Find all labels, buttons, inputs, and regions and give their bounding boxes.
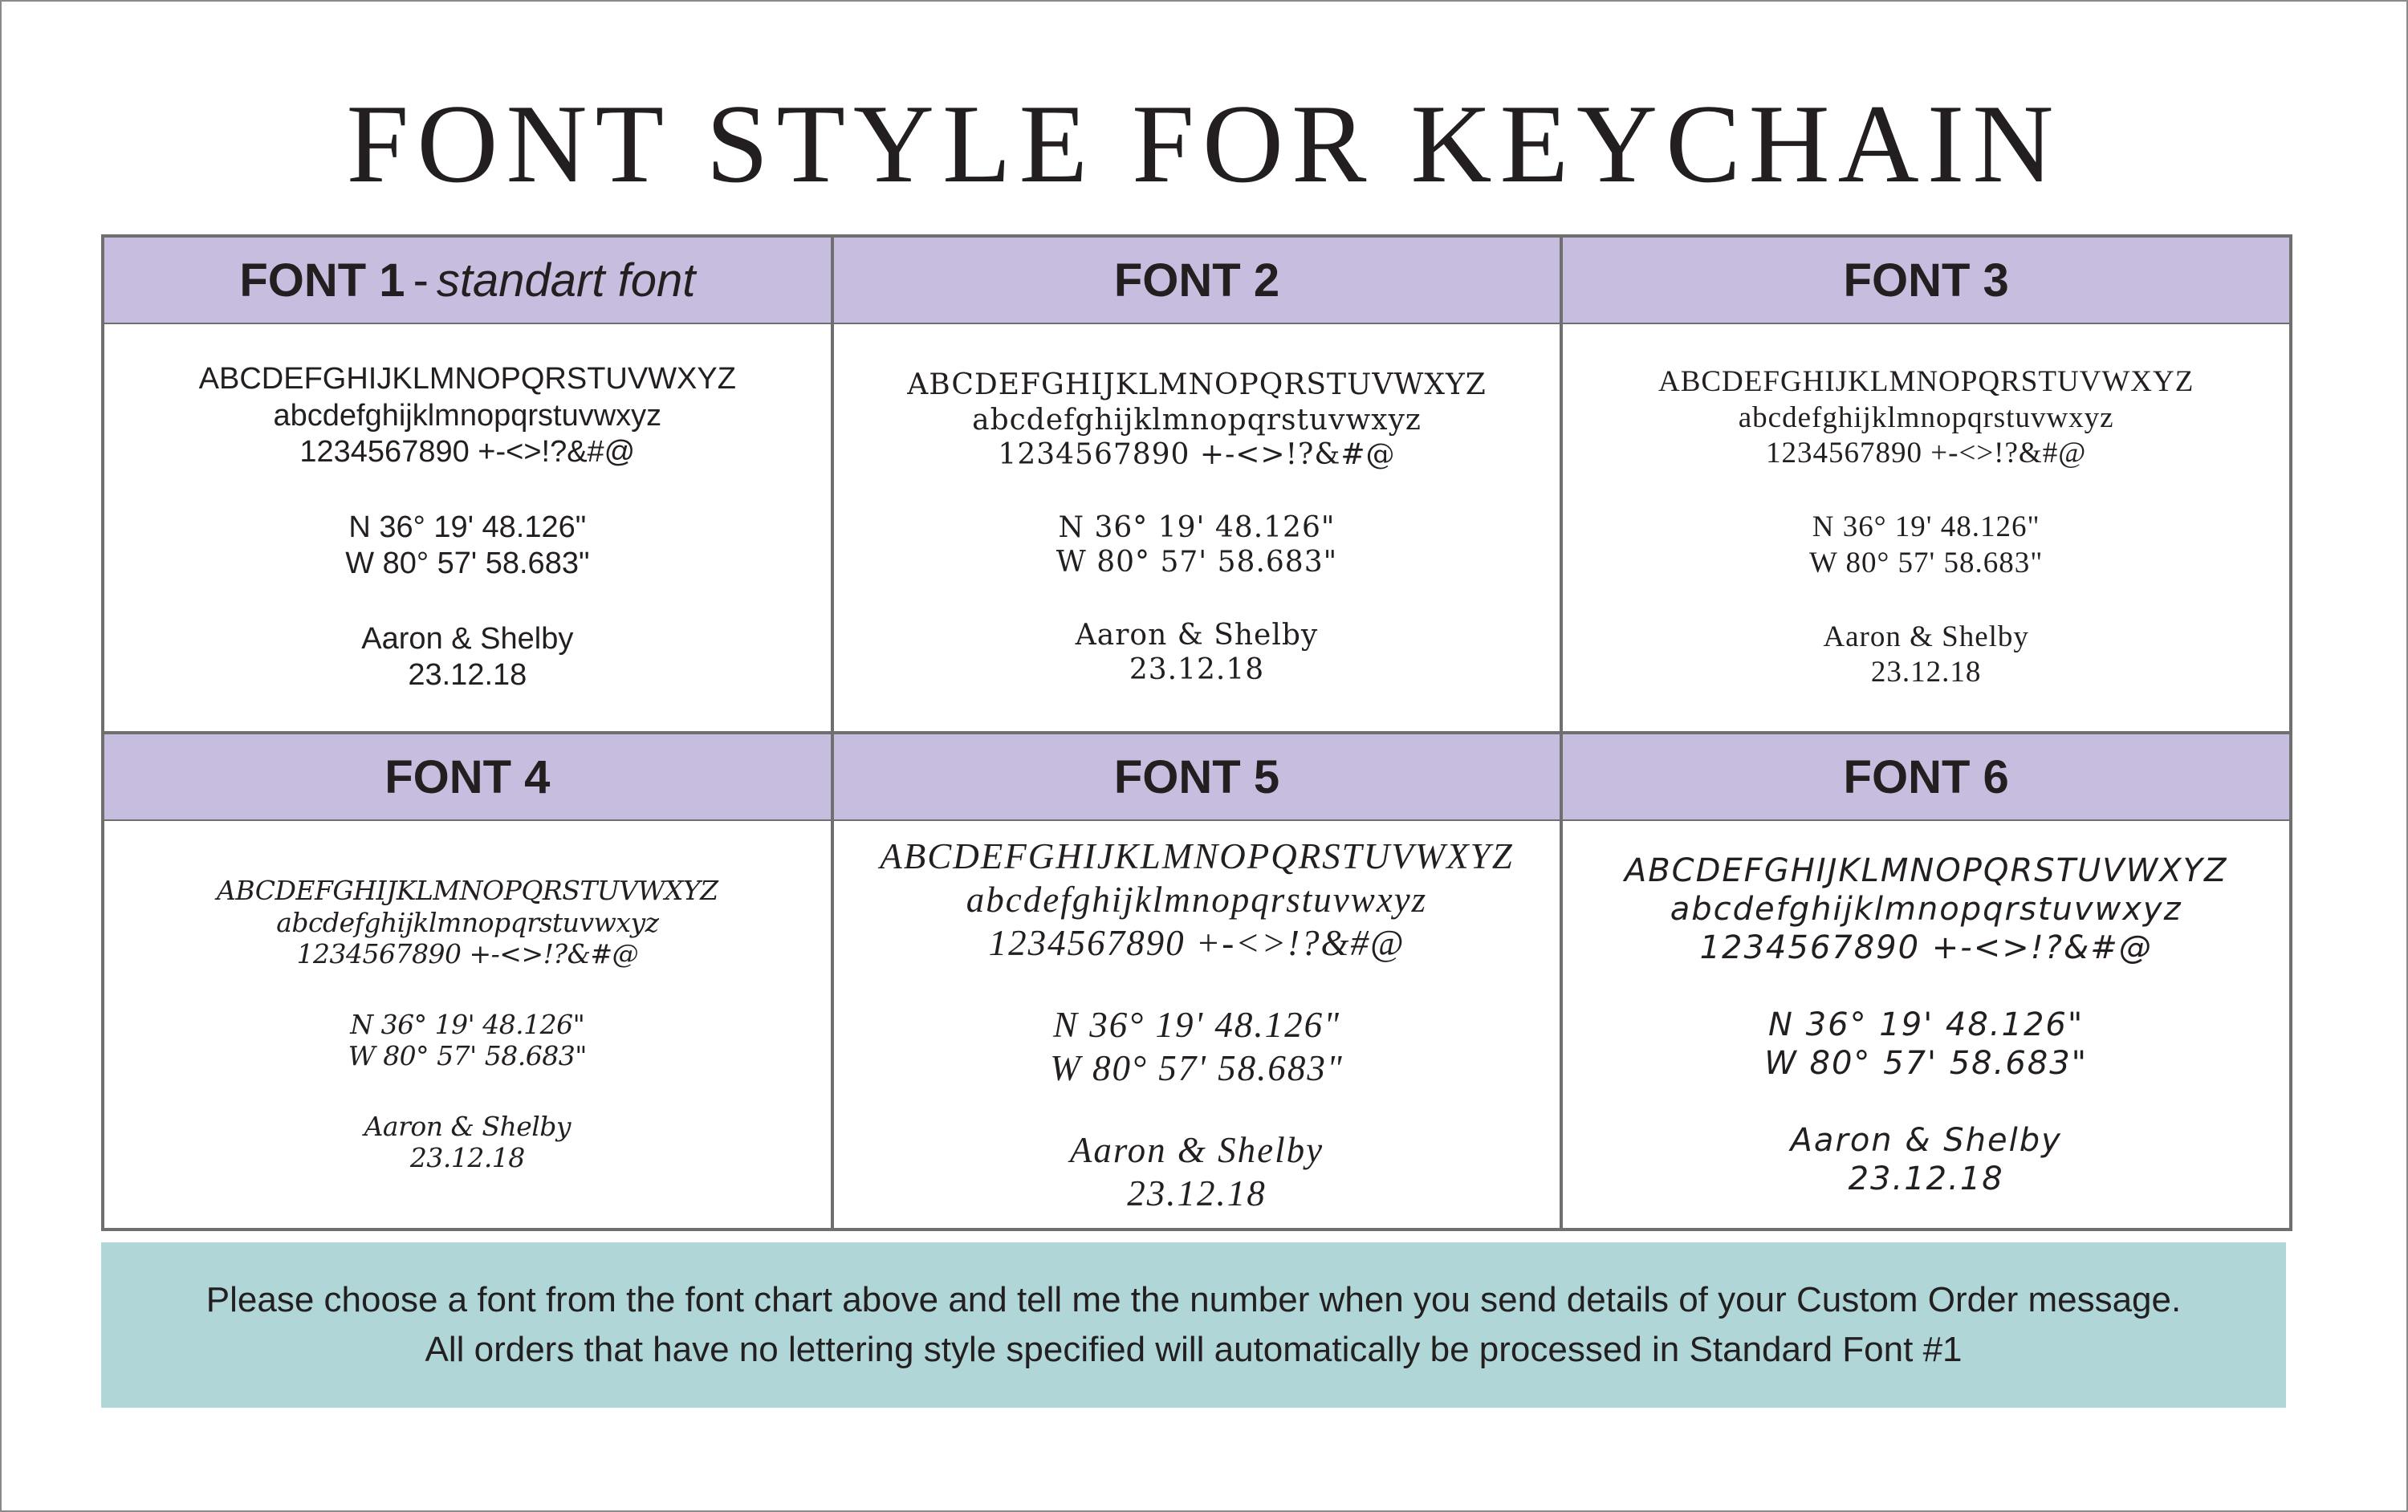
font-card-header [104,734,831,821]
font-card-label: FONT 4 [384,750,551,803]
sample-lowercase: abcdefghijklmnopqrstuvwxyz [273,398,662,433]
sample-lowercase: abcdefghijklmnopqrstuvwxyz [1738,400,2114,434]
sample-symbols: 1234567890 +-<>!?&#@ [296,938,639,970]
sample-names: Aaron & Shelby [1823,620,2029,654]
font-sample [834,821,1560,1228]
sample-longitude: W 80° 57' 58.683" [1809,546,2044,579]
font-card-label: FONT 5 [1113,750,1280,803]
sample-date: 23.12.18 [1848,1160,2004,1197]
sample-longitude: W 80° 57' 58.683" [1056,546,1338,579]
font-chart [101,234,2292,1231]
font-card-separator: - [413,254,429,307]
instruction-line-2: All orders that have no lettering style specified will automatically be processed in Standard Font #1 [425,1330,1963,1369]
sample-lowercase: abcdefghijklmnopqrstuvwxyz [276,906,659,938]
font-card-header [104,238,831,324]
sample-latitude: N 36° 19' 48.126" [1812,510,2040,544]
sample-date: 23.12.18 [408,658,527,693]
sample-symbols: 1234567890 +-<>!?&#@ [988,922,1405,963]
sample-symbols: 1234567890 +-<>!?&#@ [1766,436,2087,469]
sample-names: Aaron & Shelby [1075,619,1319,652]
instruction-line-1: Please choose a font from the font chart above and tell me the number when you send details of your Custom Order message. [205,1280,2182,1319]
sample-latitude: N 36° 19' 48.126" [1058,510,1336,544]
sample-date: 23.12.18 [409,1142,525,1174]
sample-lowercase: abcdefghijklmnopqrstuvwxyz [966,879,1428,920]
font-card-header [834,238,1560,324]
font-card-header [1563,238,2289,324]
font-card-4 [103,733,832,1230]
sample-longitude: W 80° 57' 58.683" [345,547,590,581]
font-card-3 [1561,236,2291,733]
sample-symbols: 1234567890 +-<>!?&#@ [299,435,636,469]
sample-date: 23.12.18 [1127,1173,1267,1213]
sample-lowercase: abcdefghijklmnopqrstuvwxyz [972,403,1422,437]
font-card-label: FONT 3 [1843,254,2009,307]
sample-symbols: 1234567890 +-<>!?&#@ [998,437,1396,471]
sample-names: Aaron & Shelby [1069,1129,1324,1170]
font-sample [834,324,1560,731]
sample-uppercase: ABCDEFGHIJKLMNOPQRSTUVWXYZ [198,361,736,396]
font-card-2 [832,236,1562,733]
font-card-sublabel: standart font [436,254,696,307]
sample-lowercase: abcdefghijklmnopqrstuvwxyz [1670,890,2182,928]
font-card-1 [103,236,832,733]
font-card-label: FONT 2 [1113,254,1280,307]
page-title: FONT STYLE FOR KEYCHAIN [346,82,2062,206]
font-sample [1563,821,2289,1228]
sample-names: Aaron & Shelby [361,621,574,656]
font-card-5 [832,733,1562,1230]
sample-date: 23.12.18 [1870,656,1982,689]
instruction-banner [101,1242,2286,1408]
sample-longitude: W 80° 57' 58.683" [1764,1044,2089,1082]
sample-symbols: 1234567890 +-<>!?&#@ [1699,929,2153,966]
font-card-6 [1561,733,2291,1230]
font-card-label: FONT 6 [1843,750,2009,803]
font-card-header [1563,734,2289,821]
sample-names: Aaron & Shelby [1790,1121,2062,1159]
sample-longitude: W 80° 57' 58.683" [348,1040,587,1072]
font-sample [104,324,831,731]
sample-latitude: N 36° 19' 48.126" [348,510,587,544]
sample-uppercase: ABCDEFGHIJKLMNOPQRSTUVWXYZ [217,874,718,906]
sample-uppercase: ABCDEFGHIJKLMNOPQRSTUVWXYZ [1658,365,2194,399]
sample-latitude: N 36° 19' 48.126" [1052,1004,1340,1045]
sample-uppercase: ABCDEFGHIJKLMNOPQRSTUVWXYZ [1624,852,2228,889]
sample-names: Aaron & Shelby [364,1110,571,1142]
sample-longitude: W 80° 57' 58.683" [1050,1047,1344,1088]
font-sample [104,821,831,1228]
sample-latitude: N 36° 19' 48.126" [350,1008,585,1040]
sample-uppercase: ABCDEFGHIJKLMNOPQRSTUVWXYZ [880,835,1514,876]
font-card-label: FONT 1 [239,254,405,307]
sample-date: 23.12.18 [1129,653,1265,687]
sample-uppercase: ABCDEFGHIJKLMNOPQRSTUVWXYZ [907,368,1487,402]
sample-latitude: N 36° 19' 48.126" [1768,1006,2085,1043]
font-sample [1563,324,2289,731]
font-card-header [834,734,1560,821]
